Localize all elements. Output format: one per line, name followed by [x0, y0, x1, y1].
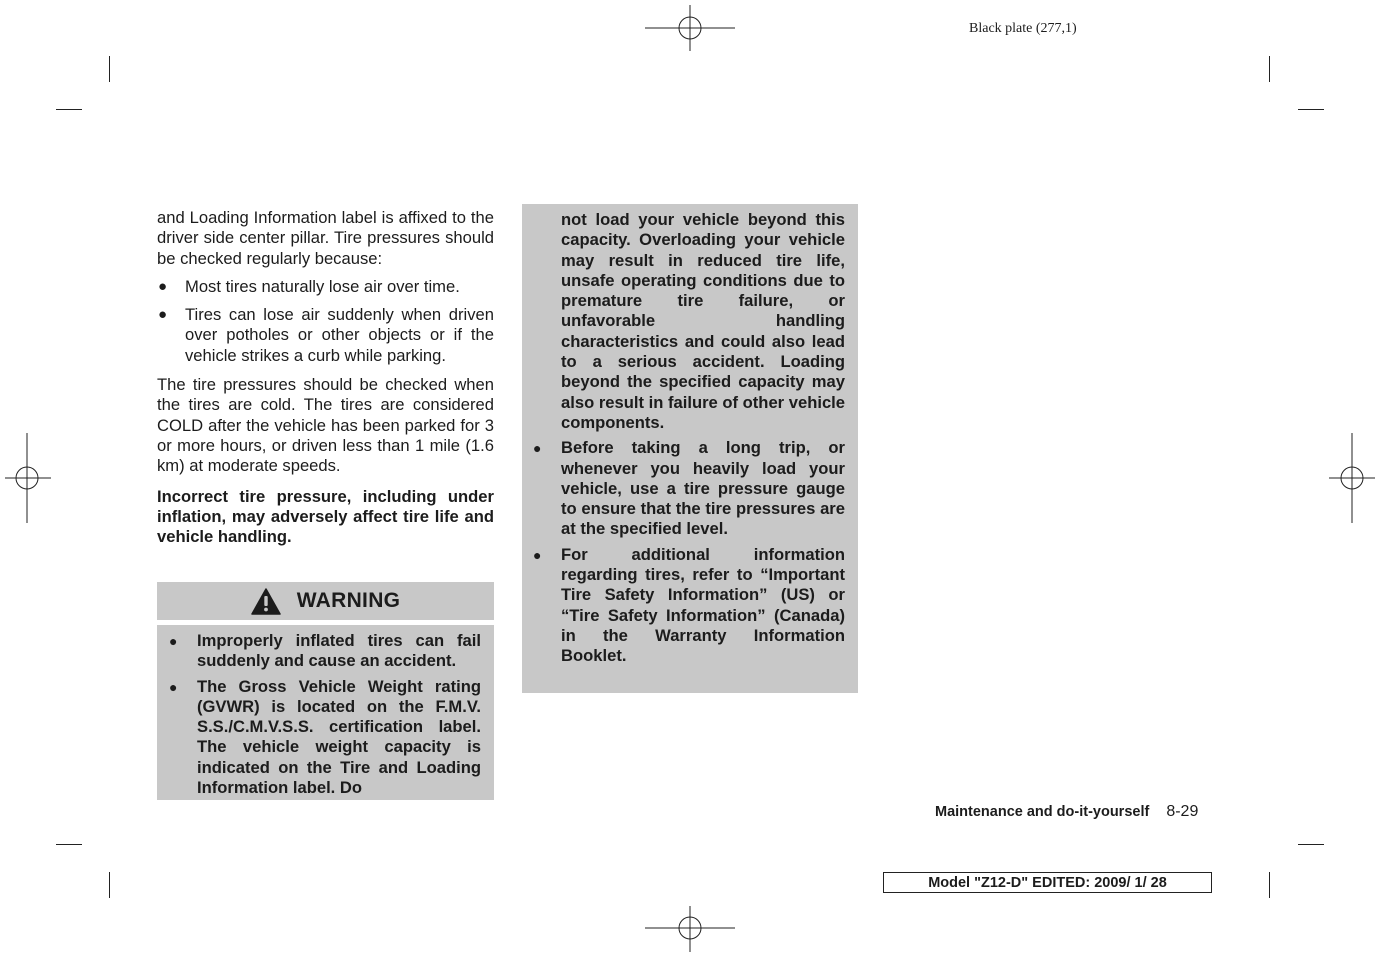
list-item: ● Before taking a long trip, or whenever you heavily load your vehicle, use a tire pressure gauge to ensure that the tire pressures are at the specified level.: [533, 438, 845, 539]
page-number: 8-29: [1166, 803, 1199, 820]
registration-mark-icon: [5, 433, 51, 523]
crop-mark: [1269, 872, 1270, 898]
crop-mark: [109, 56, 110, 82]
list-item: ● Most tires naturally lose air over time.: [158, 276, 460, 296]
crop-mark: [56, 109, 82, 110]
intro-paragraph: and Loading Information label is affixed to the driver side center pillar. Tire pressures should be checked regularly because:: [157, 208, 494, 268]
left-column: [157, 208, 494, 547]
bold-caution-paragraph: Incorrect tire pressure, including under inflation, may adversely affect tire life and vehicle handling.: [157, 486, 494, 547]
warning-title: WARNING: [296, 589, 401, 612]
bullet-dot-icon: ●: [533, 546, 542, 563]
crop-mark: [1298, 109, 1324, 110]
crop-mark: [109, 872, 110, 898]
warning-list: [157, 625, 494, 798]
cold-tires-paragraph: The tire pressures should be checked when the tires are cold. The tires are considered COLD after the vehicle has been parked for 3 or more hours, or driven less than 1 mile (1.6 km) at moderate speeds.: [157, 375, 494, 476]
warning-continuation: not load your vehicle beyond this capacity. Overloading your vehicle may result in reduced tire life, unsafe operating conditions due to premature tire failure, or unfavorable handling characteristics and could also lead to a serious accident. Loading beyond the specified capacity may also result in failure of other vehicle components.: [561, 210, 846, 432]
model-edited-box: Model "Z12-D" EDITED: 2009/ 1/ 28: [883, 872, 1212, 893]
warning-box-right: [522, 204, 858, 693]
warning-header: [157, 582, 494, 620]
bullet-dot-icon: ●: [169, 678, 178, 695]
list-item: ● The Gross Vehicle Weight rating (GVWR) is located on the F.M.V. S.S./C.M.V.S.S. certification label. The vehicle weight capacity is indicated on the Tire and Loading Information label. Do: [169, 676, 481, 798]
section-title: Maintenance and do-it-yourself: [935, 804, 1150, 820]
registration-mark-icon: [645, 5, 735, 51]
bullet-dot-icon: ●: [158, 306, 168, 324]
bullet-dot-icon: ●: [533, 440, 542, 457]
list-item: ● Improperly inflated tires can fail suddenly and cause an accident.: [169, 631, 481, 671]
crop-mark: [1269, 56, 1270, 82]
crop-mark: [1298, 844, 1324, 845]
warning-list: [522, 438, 858, 666]
registration-mark-icon: [645, 906, 735, 952]
bullet-dot-icon: ●: [169, 633, 178, 649]
warning-triangle-icon: [251, 588, 281, 615]
registration-mark-icon: [1329, 433, 1375, 523]
warning-box-left: [157, 625, 494, 800]
reasons-list: [157, 277, 494, 366]
list-item: ● Tires can lose air suddenly when driven over potholes or other objects or if the vehicle strikes a curb while parking.: [158, 305, 494, 365]
bullet-dot-icon: ●: [158, 277, 168, 295]
crop-mark: [56, 844, 82, 845]
plate-label: Black plate (277,1): [969, 21, 1077, 36]
page-footer: [935, 803, 1198, 821]
list-item: ● For additional information regarding tires, refer to “Important Tire Safety Information” (US) or “Tire Safety Information” (Canada) in the Warranty Information Booklet.: [533, 544, 845, 666]
